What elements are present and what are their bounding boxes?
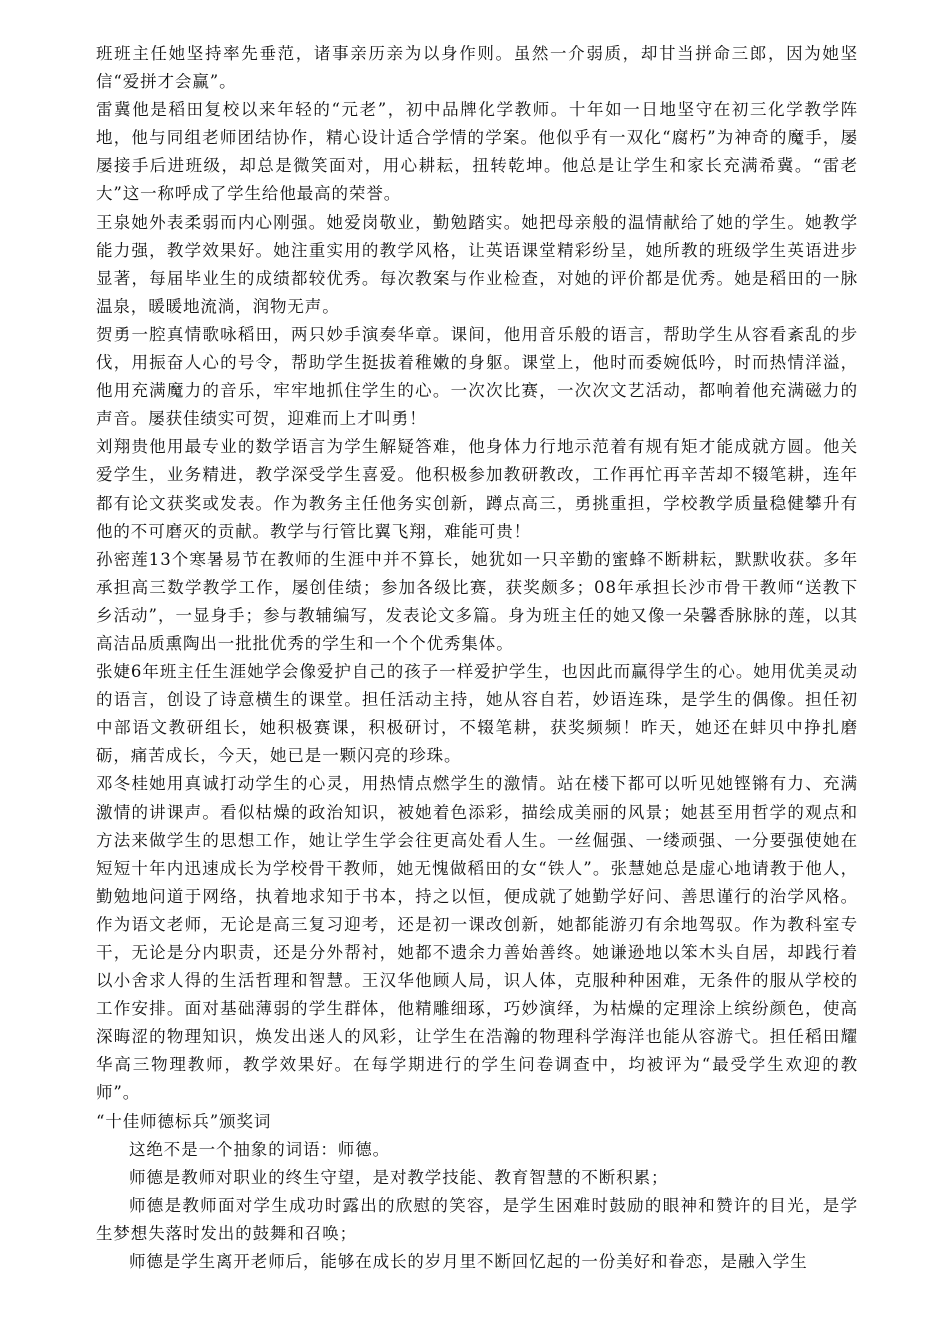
paragraph-sun-milian: 孙密莲13个寒暑易节在教师的生涯中并不算长，她犹如一只辛勤的蜜蜂不断耕耘，默默收获。多年承担高三数学教学工作，屡创佳绩；参加各级比赛，获奖颇多；08年承担长沙市骨干教师“送教下乡活动”，一显身手；参与教辅编写，发表论文多篇。身为班主任的她又像一朵馨香脉脉的莲，以其高洁品质熏陶出一批批优秀的学生和一个个优秀集体。 <box>96 549 858 653</box>
section-heading: “十佳师德标兵”颁奖词 <box>96 1111 272 1131</box>
indented-paragraph: 这绝不是一个抽象的词语：师德。 <box>129 1139 390 1159</box>
paragraph-ban-zhuren: 班班主任她坚持率先垂范，诸事亲历亲为以身作则。虽然一介弱质，却甘当拼命三郎，因为她坚信“爱拼才会赢”。 <box>96 44 858 92</box>
document-body <box>96 40 858 1276</box>
indented-paragraph: 师德是教师面对学生成功时露出的欣慰的笑容，是学生困难时鼓励的眼神和赞许的目光，是学生梦想失落时发出的鼓舞和召唤； <box>96 1195 858 1243</box>
paragraph-he-yong: 贺勇一腔真情歌咏稻田，两只妙手演奏华章。课间，他用音乐般的语言，帮助学生从容看紊乱的步伐，用振奋人心的号令，帮助学生挺拔着稚嫩的身躯。课堂上，他时而委婉低吟，时而热情洋溢，他用充满魔力的音乐，牢牢地抓住学生的心。一次次比赛，一次次文艺活动，都响着他充满磁力的声音。屡获佳绩实可贺，迎难而上才叫勇！ <box>96 324 858 429</box>
indented-paragraph: 师德是学生离开老师后，能够在成长的岁月里不断回忆起的一份美好和眷恋，是融入学生 <box>129 1252 808 1272</box>
paragraph-lei-ji: 雷冀他是稻田复校以来年轻的“元老”，初中品牌化学教师。十年如一日地坚守在初三化学教学阵地，他与同组老师团结协作，精心设计适合学情的学案。他似乎有一双化“腐朽”为神奇的魔手，屡屡接手后进班级，却总是微笑面对，用心耕耘，扭转乾坤。他总是让学生和家长充满希冀。“雷老大”这一称呼成了学生给他最高的荣誉。 <box>96 100 858 204</box>
paragraph-wang-quan: 王泉她外表柔弱而内心刚强。她爱岗敬业，勤勉踏实。她把母亲般的温情献给了她的学生。她教学能力强，教学效果好。她注重实用的教学风格，让英语课堂精彩纷呈，她所教的班级学生英语进步显著，每届毕业生的成绩都较优秀。每次教案与作业检查，对她的评价都是优秀。她是稻田的一脉温泉，暖暖地流淌，润物无声。 <box>96 212 858 316</box>
paragraph-liu-xianggui: 刘翔贵他用最专业的数学语言为学生解疑答难，他身体力行地示范着有规有矩才能成就方圆。他关爱学生，业务精进，教学深受学生喜爱。他积极参加教研教改，工作再忙再辛苦却不辍笔耕，连年都有论文获奖或发表。作为教务主任他务实创新，蹲点高三，勇挑重担，学校教学质量稳健攀升有他的不可磨灭的贡献。教学与行管比翼飞翔，难能可贵！ <box>96 437 858 541</box>
paragraph-deng-donggui: 邓冬桂她用真诚打动学生的心灵，用热情点燃学生的激情。站在楼下都可以听见她铿锵有力、充满激情的讲课声。看似枯燥的政治知识，被她着色添彩，描绘成美丽的风景；她甚至用哲学的观点和方法来做学生的思想工作，她让学生学会往更高处看人生。一丝倔强、一缕顽强、一分要强使她在短短十年内迅速成长为学校骨干教师，她无愧做稻田的女“铁人”。张慧她总是虚心地请教于他人，勤勉地问道于网络，执着地求知于书本，持之以恒，便成就了她勤学好问、善思谨行的治学风格。作为语文老师，无论是高三复习迎考，还是初一课改创新，她都能游刃有余地驾驭。作为教科室专干，无论是分内职责，还是分外帮衬，她都不遗余力善始善终。她谦逊地以笨木头自居，却践行着以小舍求人得的生活哲理和智慧。王汉华他顾人局，识人体，克服种种困难，无条件的服从学校的工作安排。面对基础薄弱的学生群体，他精雕细琢，巧妙演绎，为枯燥的定理涂上缤纷颜色，使高深晦涩的物理知识，焕发出迷人的风彩，让学生在浩瀚的物理科学海洋也能从容游弋。担任稻田耀华高三物理教师，教学效果好。在每学期进行的学生问卷调查中，均被评为“最受学生欢迎的教师”。 <box>96 774 858 1103</box>
indented-paragraph: 师德是教师对职业的终生守望，是对教学技能、教育智慧的不断积累； <box>129 1167 669 1187</box>
paragraph-zhang-jie: 张婕6年班主任生涯她学会像爱护自己的孩子一样爱护学生，也因此而赢得学生的心。她用优美灵动的语言，创设了诗意横生的课堂。担任活动主持，她从容自若，妙语连珠，是学生的偶像。担任初中部语文教研组长，她积极赛课，积极研讨，不辍笔耕，获奖频频！昨天，她还在蚌贝中挣扎磨砺，痛苦成长，今天，她已是一颗闪亮的珍珠。 <box>96 662 858 766</box>
